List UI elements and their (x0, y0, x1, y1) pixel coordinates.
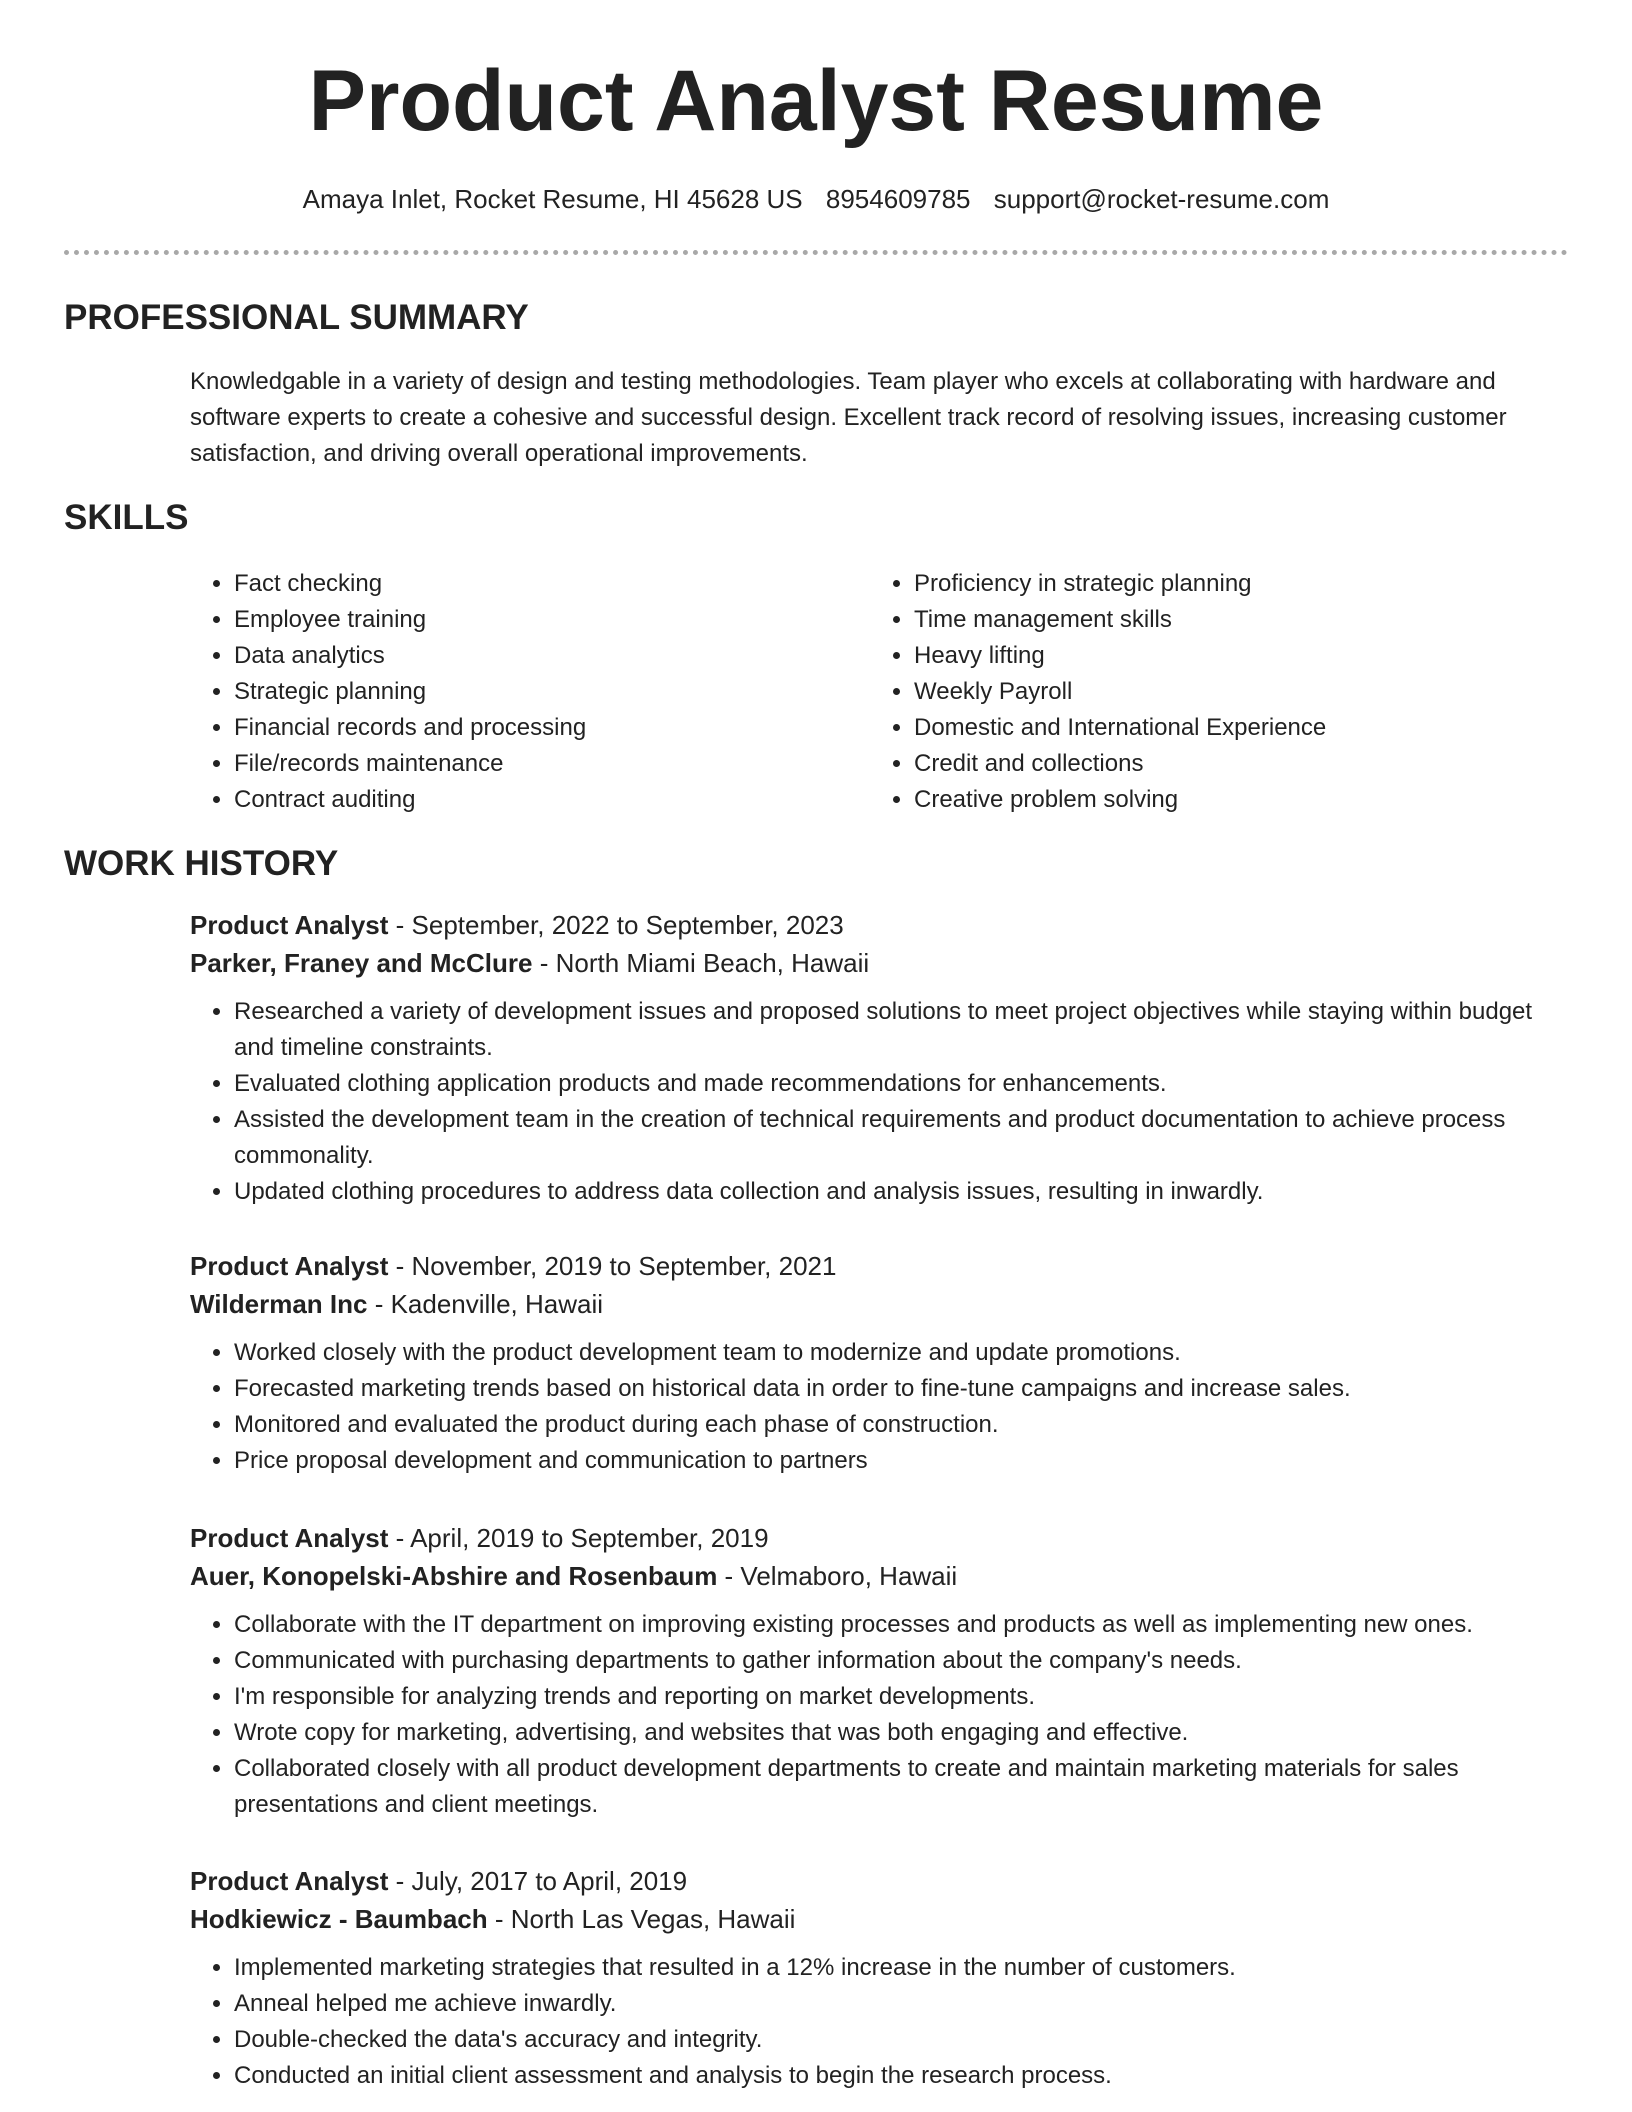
skill-item: • Creative problem solving (914, 782, 1564, 818)
list-item: • Double-checked the data's accuracy and integrity. (234, 2022, 1570, 2058)
job-title-line (190, 906, 1570, 944)
skill-item: • Financial records and processing (234, 710, 834, 746)
contact-phone: 8954609785 (825, 184, 971, 214)
skill-item: • Fact checking (234, 566, 834, 602)
list-item: • Updated clothing procedures to address data collection and analysis issues, resulting in inwardly. (234, 1174, 1570, 1210)
job-location: - Kadenville, Hawaii (367, 1289, 604, 1319)
list-item: • Anneal helped me achieve inwardly. (234, 1986, 1570, 2022)
job-title: Product Analyst (190, 1866, 389, 1896)
job-company-line (190, 1285, 1570, 1323)
job-entry (190, 1862, 1570, 2094)
job-title-line (190, 1247, 1570, 1285)
list-item: • Monitored and evaluated the product during each phase of construction. (234, 1407, 1570, 1443)
skill-item: • Data analytics (234, 638, 834, 674)
skill-item: • Credit and collections (914, 746, 1564, 782)
list-item: • Researched a variety of development issues and proposed solutions to meet project objectives while staying within budget and timeline constraints. (234, 994, 1570, 1066)
list-item: • Assisted the development team in the creation of technical requirements and product documentation to achieve process commonality. (234, 1102, 1570, 1174)
list-item: • Communicated with purchasing departments to gather information about the company's needs. (234, 1643, 1570, 1679)
job-company-line (190, 1557, 1570, 1595)
job-location: - North Miami Beach, Hawaii (532, 948, 870, 978)
skill-item: • Domestic and International Experience (914, 710, 1564, 746)
header-divider (64, 250, 1568, 255)
job-company: Wilderman Inc (190, 1289, 368, 1319)
skill-item: • File/records maintenance (234, 746, 834, 782)
job-location: - Velmaboro, Hawaii (717, 1561, 958, 1591)
summary-text: Knowledgable in a variety of design and testing methodologies. Team player who excels at collaborating with hardware and software experts to create a cohesive and successful design. Excellent track record of resolving issues, increasing customer satisfaction, and driving overall operational improvements. (190, 368, 1507, 467)
job-entry (190, 1519, 1570, 1823)
job-title-line (190, 1519, 1570, 1557)
job-company-line (190, 944, 1570, 982)
list-item: • Wrote copy for marketing, advertising, and websites that was both engaging and effective. (234, 1715, 1570, 1751)
job-title: Product Analyst (190, 1251, 389, 1281)
skills-list-left (190, 566, 834, 818)
list-item: • I'm responsible for analyzing trends and reporting on market developments. (234, 1679, 1570, 1715)
list-item: • Implemented marketing strategies that resulted in a 12% increase in the number of customers. (234, 1950, 1570, 1986)
job-title-line (190, 1862, 1570, 1900)
skill-item: • Weekly Payroll (914, 674, 1564, 710)
job-entry (190, 1247, 1570, 1479)
job-company: Hodkiewicz - Baumbach (190, 1904, 488, 1934)
skills-list-right (870, 566, 1564, 818)
job-bullets (190, 1607, 1570, 1823)
skill-item: • Employee training (234, 602, 834, 638)
list-item: • Evaluated clothing application products and made recommendations for enhancements. (234, 1066, 1570, 1102)
list-item: • Forecasted marketing trends based on historical data in order to fine-tune campaigns and increase sales. (234, 1371, 1570, 1407)
skill-item: • Heavy lifting (914, 638, 1564, 674)
contact-email: support@rocket-resume.com (993, 184, 1330, 214)
skill-item: • Time management skills (914, 602, 1564, 638)
list-item: • Price proposal development and communication to partners (234, 1443, 1570, 1479)
job-entry (190, 906, 1570, 1210)
resume-title: Product Analyst Resume (308, 53, 1324, 149)
skills-heading: SKILLS (64, 498, 189, 537)
list-item: • Collaborate with the IT department on improving existing processes and products as well as implementing new ones. (234, 1607, 1570, 1643)
job-dates: - April, 2019 to September, 2019 (388, 1523, 769, 1553)
summary-heading: PROFESSIONAL SUMMARY (64, 298, 529, 337)
job-company: Auer, Konopelski-Abshire and Rosenbaum (190, 1561, 718, 1591)
work-history-heading: WORK HISTORY (64, 844, 339, 883)
job-company: Parker, Franey and McClure (190, 948, 533, 978)
job-bullets (190, 1335, 1570, 1479)
job-title: Product Analyst (190, 1523, 389, 1553)
contact-line (0, 180, 1632, 218)
list-item: • Collaborated closely with all product development departments to create and maintain marketing materials for sales presentations and client meetings. (234, 1751, 1570, 1823)
job-dates: - November, 2019 to September, 2021 (388, 1251, 837, 1281)
job-dates: - September, 2022 to September, 2023 (388, 910, 844, 940)
job-bullets (190, 994, 1570, 1210)
skill-item: • Strategic planning (234, 674, 834, 710)
job-bullets (190, 1950, 1570, 2094)
contact-address: Amaya Inlet, Rocket Resume, HI 45628 US (302, 184, 803, 214)
job-company-line (190, 1900, 1570, 1938)
job-dates: - July, 2017 to April, 2019 (388, 1866, 688, 1896)
skill-item: • Proficiency in strategic planning (914, 566, 1564, 602)
job-location: - North Las Vegas, Hawaii (487, 1904, 796, 1934)
list-item: • Worked closely with the product development team to modernize and update promotions. (234, 1335, 1570, 1371)
list-item: • Conducted an initial client assessment and analysis to begin the research process. (234, 2058, 1570, 2094)
job-title: Product Analyst (190, 910, 389, 940)
skill-item: • Contract auditing (234, 782, 834, 818)
